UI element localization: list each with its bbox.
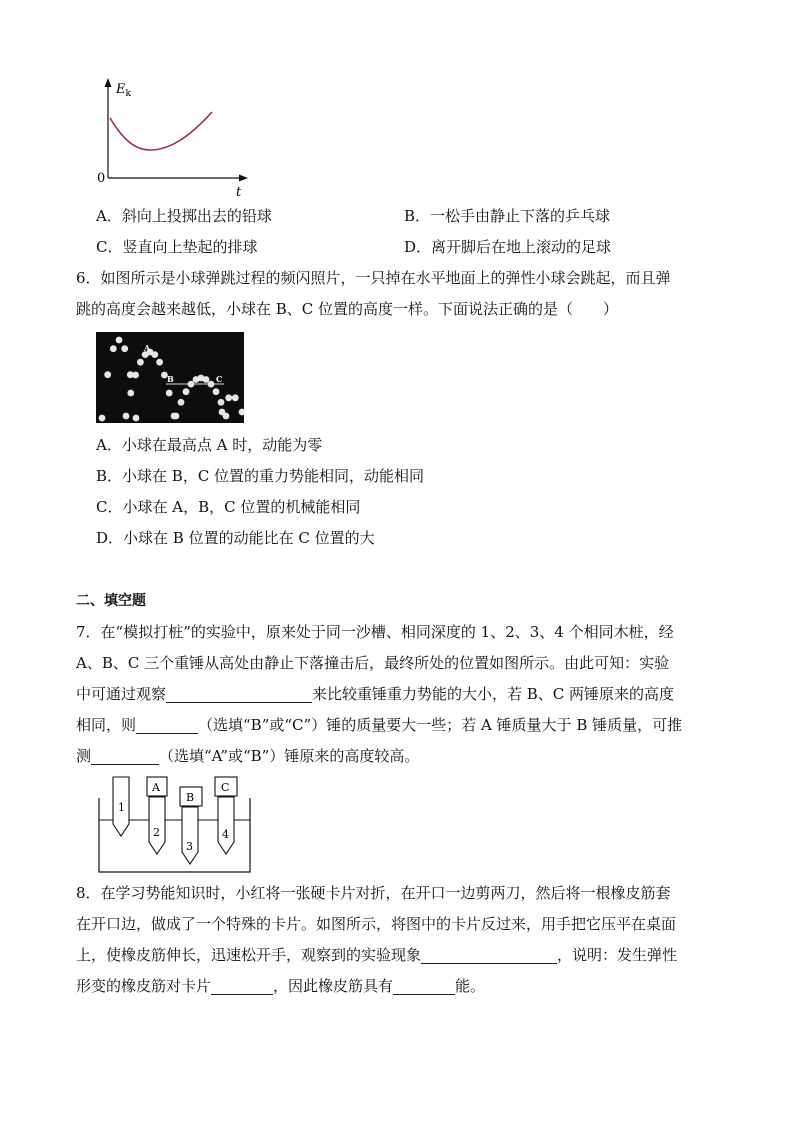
q5-option-b: B．一松手由静止下落的乒乓球 [404,207,611,225]
pile-driving-diagram [96,776,256,876]
hammer-a-label: A [152,781,160,794]
q8-stem-line4 [76,971,485,1002]
stake-3 [182,807,198,864]
ball-image [178,399,185,406]
ball-image [219,409,226,416]
y-axis-label: $E_k$ [116,82,131,99]
q6-option-b: B．小球在 B，C 位置的重力势能相同，动能相同 [96,467,425,485]
q7-line5-after-blank: （选填“A”或“B”）锤原来的高度较高。 [159,747,420,765]
ball-image [137,359,144,366]
ek-curve [110,112,212,150]
hammer-b [180,787,202,806]
ball-image [218,399,225,406]
q7-line3-before-blank: 中可通过观察 [76,685,167,703]
stake-2-label: 2 [153,826,160,839]
ball-image [99,415,106,422]
q6-option-c: C．小球在 A，B，C 位置的机械能相同 [96,498,361,516]
q8-line4-part3: 能。 [455,977,486,995]
ball-image [203,376,210,383]
ek-time-graph [94,76,254,200]
ball-image [116,337,123,344]
stake-2 [149,797,165,854]
ball-image [183,388,190,395]
q7-stem-line1: 7．在“模拟打桩”的实验中，原来处于同一沙槽、相同深度的 1、2、3、4 个相同木桩，经 [76,623,674,641]
stake-1 [113,777,129,836]
ball-image [156,359,163,366]
q6-option-d: D．小球在 B 位置的动能比在 C 位置的大 [96,529,375,547]
ball-image [151,351,158,358]
origin-label: 0 [97,171,106,186]
photo-label-c: C [216,374,223,384]
q7-stem-line3 [76,679,674,710]
section-heading-fill-blank: 二、填空题 [76,593,146,609]
q6-stem-line1: 6．如图所示是小球弹跳过程的频闪照片，一只掉在水平地面上的弹性小球会跳起，而且弹 [76,269,671,287]
stake-1-label: 1 [118,801,125,814]
q7-line5-before-blank: 测 [76,747,92,765]
q8-line4-part1: 形变的橡皮筋对卡片 [76,977,212,995]
q8-line3-before-blank: 上，使橡皮筋伸长，迅速松开手，观察到的实验现象 [76,946,422,964]
stake-3-label: 3 [186,840,193,853]
ball-image [127,390,134,397]
q8-blank-energy-type[interactable] [393,976,455,995]
hammer-c-label: C [221,781,230,794]
y-axis-arrow [105,78,112,87]
x-axis-label: t [236,185,242,200]
hammer-c [215,777,237,796]
ball-image [166,390,173,397]
ball-image [232,394,239,401]
q7-stem-line2: A、B、C 三个重锤从高处由静止下落撞击后，最终所处的位置如图所示。由此可知：实验 [76,654,670,672]
ball-image [104,371,111,378]
ball-image [123,413,130,420]
q8-line4-part2: ，因此橡皮筋具有 [273,977,394,995]
ball-image [213,388,220,395]
q5-option-d: D．离开脚后在地上滚动的足球 [404,238,612,256]
q8-stem-line1: 8．在学习势能知识时，小红将一张硬卡片对折，在开口一边剪两刀，然后将一根橡皮筋套 [76,884,671,902]
ball-image [173,413,180,420]
x-axis-arrow [239,175,248,182]
bouncing-ball-photo [96,332,244,423]
photo-label-a: A [144,343,151,353]
hammer-a [147,777,167,796]
q5-option-c: C．竖直向上垫起的排球 [96,238,258,256]
ball-image [132,372,139,379]
q6-option-a: A．小球在最高点 A 时，动能为零 [96,436,323,454]
ball-image [133,415,140,422]
q8-blank-phenomenon[interactable] [421,945,557,964]
q6-stem-line2: 跳的高度会越来越低，小球在 B、C 位置的高度一样。下面说法正确的是（ ） [76,300,619,318]
q7-blank-heavier-hammer[interactable] [136,715,198,734]
q7-stem-line5 [76,741,419,772]
q7-blank-observe[interactable] [166,684,312,703]
photo-label-b: B [167,374,174,384]
q7-line4-before-blank: 相同，则 [76,716,137,734]
q7-stem-line4 [76,710,682,741]
q7-blank-higher-hammer[interactable] [91,746,159,765]
q8-stem-line3 [76,940,677,971]
q5-option-a: A．斜向上投掷出去的铅球 [96,207,272,225]
q8-blank-force-work[interactable] [211,976,273,995]
stake-4 [218,797,234,854]
q8-line3-after-blank: ，说明：发生弹性 [557,946,678,964]
hammer-b-label: B [186,791,195,804]
q7-line4-after-blank: （选填“B”或“C”）锤的质量要大一些；若 A 锤质量大于 B 锤质量，可推 [198,716,683,734]
q8-stem-line2: 在开口边，做成了一个特殊的卡片。如图所示，将图中的卡片反过来，用手把它压平在桌面 [76,915,677,933]
ball-image [110,345,117,352]
ball-image [121,345,128,352]
q7-line3-after-blank: 来比较重锤重力势能的大小，若 B、C 两锤原来的高度 [312,685,675,703]
ball-image [225,394,232,401]
y-axis-subscript: k [125,89,131,99]
stake-4-label: 4 [222,828,229,841]
